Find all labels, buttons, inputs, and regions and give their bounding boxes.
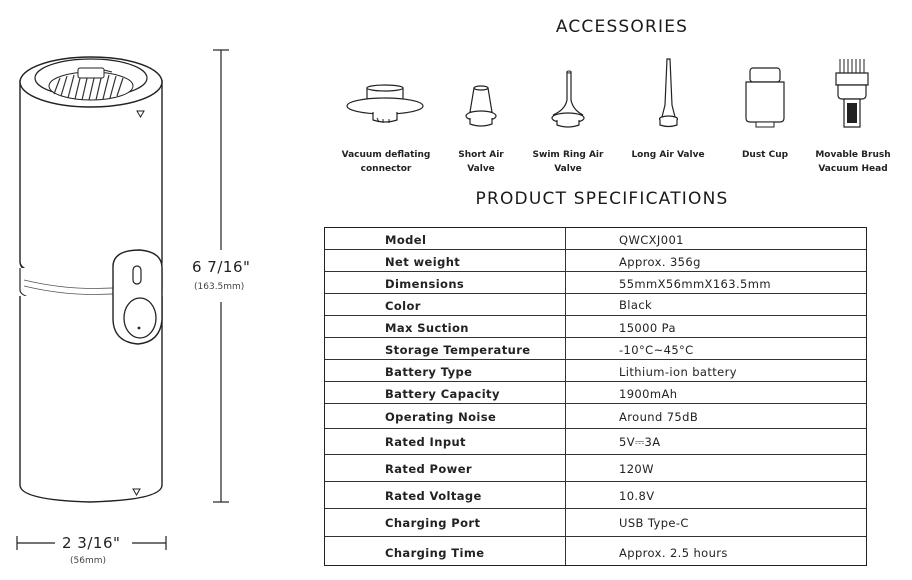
spec-key: Model: [385, 233, 427, 247]
spec-key: Rated Input: [385, 435, 466, 449]
accessory-item: [805, 55, 901, 180]
table-row: [325, 228, 866, 250]
spec-value: USB Type-C: [619, 516, 689, 530]
spec-value: Black: [619, 298, 653, 312]
height-dimension-metric: (163.5mm): [194, 282, 245, 292]
table-row: [325, 338, 866, 360]
spec-key: Net weight: [385, 255, 461, 269]
specifications-title: PRODUCT SPECIFICATIONS: [475, 189, 729, 209]
dust-cup-icon: [720, 60, 810, 135]
height-dimension-label: 6 7/16": [192, 258, 251, 276]
table-row: [325, 455, 866, 482]
spec-value: QWCXJ001: [619, 233, 684, 247]
accessory-label-line1: Dust Cup: [741, 150, 789, 160]
spec-key: Rated Power: [385, 462, 472, 476]
table-row: [325, 316, 866, 338]
spec-key: Max Suction: [385, 321, 469, 335]
spec-key: Charging Port: [385, 516, 481, 530]
width-dimension-label: 2 3/16": [62, 534, 121, 552]
spec-key: Operating Noise: [385, 410, 497, 424]
spec-key: Battery Capacity: [385, 387, 500, 401]
accessory-label-line1: Vacuum deflating: [341, 150, 431, 160]
spec-value: -10°C~45°C: [619, 343, 694, 357]
accessory-item: [338, 60, 434, 180]
accessory-label-line2: Valve: [554, 164, 582, 174]
accessory-item: [620, 55, 716, 180]
accessory-label-line1: Short Air: [458, 150, 504, 160]
swim-ring-valve-icon: [523, 60, 613, 135]
accessory-item: [520, 60, 616, 180]
short-air-valve-icon: [436, 60, 526, 135]
spec-value: 120W: [619, 462, 654, 476]
spec-value: Around 75dB: [619, 410, 699, 424]
spec-key: Dimensions: [385, 277, 465, 291]
accessory-item: [433, 60, 529, 180]
spec-key: Charging Time: [385, 546, 485, 560]
table-row: [325, 382, 866, 404]
accessory-label-line2: Vacuum Head: [818, 164, 888, 174]
table-row: [325, 272, 866, 294]
table-row: [325, 429, 866, 455]
table-row: [325, 537, 866, 565]
long-air-valve-icon: [623, 55, 713, 135]
accessory-label-line1: Long Air Valve: [631, 150, 705, 160]
spec-value: 55mmX56mmX163.5mm: [619, 277, 771, 291]
accessory-item: [717, 60, 813, 180]
spec-value: 15000 Pa: [619, 321, 676, 335]
table-row: [325, 404, 866, 429]
table-row: [325, 250, 866, 272]
spec-key: Color: [385, 299, 421, 313]
accessory-label-line1: Movable Brush: [815, 150, 891, 160]
table-row: [325, 360, 866, 382]
specifications-table: [324, 227, 867, 566]
width-dimension-metric: (56mm): [70, 556, 107, 566]
spec-value: 5V⎓3A: [619, 435, 661, 449]
deflating-connector-icon: [341, 60, 431, 135]
accessory-label-line1: Swim Ring Air: [532, 150, 604, 160]
brush-head-icon: [808, 55, 898, 135]
table-row: [325, 482, 866, 509]
spec-value: Approx. 356g: [619, 255, 701, 269]
spec-value: 10.8V: [619, 489, 655, 503]
spec-key: Rated Voltage: [385, 489, 482, 503]
spec-value: Lithium-ion battery: [619, 365, 737, 379]
spec-key: Storage Temperature: [385, 343, 531, 357]
accessories-title: ACCESSORIES: [555, 17, 689, 37]
spec-key: Battery Type: [385, 365, 473, 379]
table-row: [325, 294, 866, 316]
accessory-label-line2: connector: [360, 164, 412, 174]
accessory-label-line2: Valve: [467, 164, 495, 174]
spec-value: Approx. 2.5 hours: [619, 546, 728, 560]
spec-value: 1900mAh: [619, 387, 678, 401]
table-row: [325, 509, 866, 537]
